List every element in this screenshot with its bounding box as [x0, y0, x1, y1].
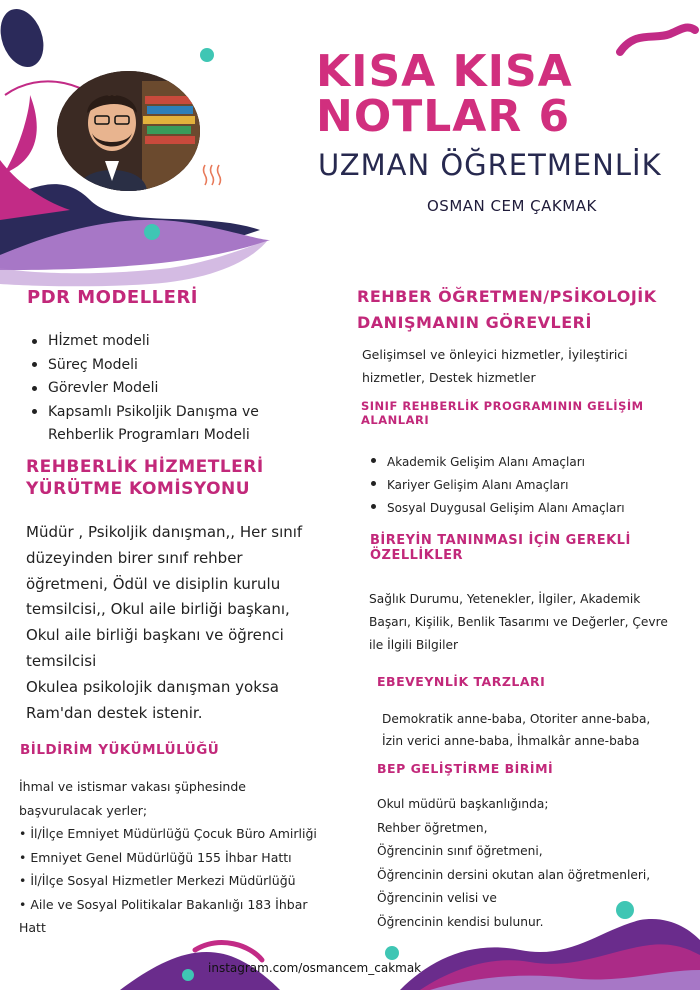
- text-line: Öğrencinin sınıf öğretmeni,: [377, 844, 543, 858]
- text-line: Sağlık Durumu, Yetenekler, İlgiler, Akademik: [369, 592, 641, 606]
- bireyin-heading-line-2: ÖZELLİKLER: [370, 548, 464, 563]
- avatar-illustration: [57, 71, 200, 191]
- text-line: Hatt: [19, 920, 46, 935]
- text-line: öğretmeni, Ödül ve disiplin kurulu: [26, 574, 281, 593]
- komisyon-heading: [26, 456, 264, 500]
- sinif-heading-line-2: ALANLARI: [361, 413, 430, 427]
- list-item: • Emniyet Genel Müdürlüğü 155 İhbar Hattı: [19, 849, 292, 865]
- bireyin-text: [369, 588, 700, 657]
- subtitle: UZMAN ÖĞRETMENLİK: [318, 148, 662, 182]
- list-item: • İl/İlçe Emniyet Müdürlüğü Çocuk Büro Amirliği: [19, 826, 317, 841]
- author-name: OSMAN CEM ÇAKMAK: [427, 197, 597, 215]
- text-line: ile İlgili Bilgiler: [369, 638, 459, 652]
- decorative-swoosh-top-right: [615, 20, 700, 60]
- sinif-list: [367, 451, 697, 520]
- list-item: Görevler Modeli: [28, 377, 318, 401]
- text-line: Başarı, Kişilik, Benlik Tasarımı ve Değerler, Çevre: [369, 615, 668, 629]
- text-line: İhmal ve istismar vakası şüphesinde: [19, 779, 246, 794]
- text-line: Okul müdürü başkanlığında;: [377, 797, 549, 811]
- list-item: Süreç Modeli: [28, 354, 318, 378]
- instagram-handle: instagram.com/osmancem_cakmak: [208, 961, 422, 975]
- pdr-heading: PDR MODELLERİ: [27, 287, 199, 308]
- text-line: düzeyinden birer sınıf rehber: [26, 548, 243, 567]
- list-item: Sosyal Duygusal Gelişim Alanı Amaçları: [367, 497, 697, 520]
- bireyin-heading-line-1: BİREYİN TANINMASI İÇİN GEREKLİ: [370, 533, 631, 548]
- bep-heading: BEP GELİŞTİRME BİRİMİ: [377, 761, 554, 776]
- text-line: Öğrencinin kendisi bulunur.: [377, 914, 544, 929]
- ebeveyn-heading: EBEVEYNLİK TARZLARI: [377, 674, 546, 689]
- text-line: Ram'dan destek istenir.: [26, 703, 203, 722]
- text-line: temsilcisi,, Okul aile birliği başkanı,: [26, 600, 290, 619]
- text-line: başvurulacak yerler;: [19, 802, 148, 818]
- komisyon-text: [26, 520, 326, 726]
- sinif-heading: [361, 399, 644, 427]
- list-item: Hİzmet modeli: [28, 330, 318, 354]
- gorevler-heading-line-1: REHBER ÖĞRETMEN/PSİKOLOJİK: [357, 287, 657, 306]
- komisyon-heading-line-1: REHBERLİK HİZMETLERİ: [26, 457, 264, 477]
- bep-text: [377, 793, 697, 934]
- gorevler-text: [362, 343, 697, 389]
- list-item: Rehberlik Programları Modeli: [48, 427, 250, 443]
- text-line: Öğrencinin dersini okutan alan öğretmenleri,: [377, 867, 651, 882]
- text-line: Rehber öğretmen,: [377, 820, 488, 835]
- title-line-1: KISA KISA: [316, 46, 573, 97]
- gorevler-heading-line-2: DANIŞMANIN GÖREVLERİ: [357, 313, 592, 332]
- gorevler-heading: [357, 284, 657, 336]
- list-item: Kariyer Gelişim Alanı Amaçları: [367, 474, 697, 497]
- list-item: • Aile ve Sosyal Politikalar Bakanlığı 183 İhbar: [19, 896, 308, 912]
- avatar-caption: OSMAN CEM ÇAKMAK: [84, 60, 169, 68]
- bireyin-heading: [370, 533, 631, 563]
- text-line: Demokratik anne-baba, Otoriter anne-baba,: [382, 712, 651, 726]
- list-item: Kapsamlı Psikoljik Danışma ve: [28, 401, 318, 425]
- bildirim-text: [19, 775, 364, 940]
- text-line: hizmetler, Destek hizmetler: [362, 370, 536, 385]
- text-line: Okulea psikolojik danışman yoksa: [26, 677, 279, 696]
- pdr-list: [28, 330, 318, 448]
- text-line: Okul aile birliği başkanı ve öğrenci: [26, 626, 284, 645]
- list-item: Akademik Gelişim Alanı Amaçları: [367, 451, 697, 474]
- text-line: temsilcisi: [26, 651, 97, 670]
- komisyon-heading-line-2: YÜRÜTME KOMİSYONU: [26, 479, 251, 499]
- author-avatar: [57, 71, 200, 191]
- title-line-2: NOTLAR 6: [316, 91, 571, 142]
- text-line: Öğrencinin velisi ve: [377, 891, 497, 905]
- text-line: Gelişimsel ve önleyici hizmetler, İyileştirici: [362, 347, 628, 362]
- bildirim-heading: BİLDİRİM YÜKÜMLÜLÜĞÜ: [20, 742, 220, 758]
- sinif-heading-line-1: SINIF REHBERLİK PROGRAMININ GELİŞİM: [361, 399, 644, 413]
- text-line: Müdür , Psikoljik danışman,, Her sınıf: [26, 523, 303, 541]
- ebeveyn-text: [382, 708, 700, 752]
- text-line: İzin verici anne-baba, İhmalkâr anne-baba: [382, 734, 640, 748]
- list-item: • İl/İlçe Sosyal Hizmetler Merkezi Müdürlüğü: [19, 873, 296, 888]
